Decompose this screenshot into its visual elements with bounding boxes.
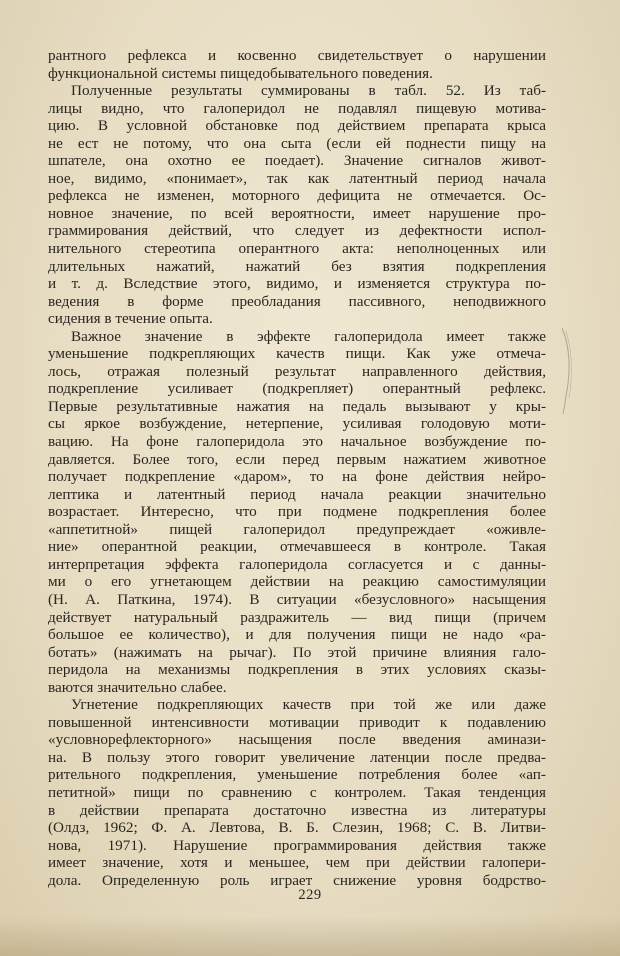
text-line: в действии препарата достаточно известна из литературы	[48, 801, 546, 819]
text-line: сидения в течение опыта.	[48, 310, 213, 328]
text-line: рантного рефлекса и косвенно свидетельствует о нарушении	[48, 47, 546, 64]
text-line: подкрепление усиливает (подкрепляет) оперантный рефлекс.	[48, 380, 546, 398]
text-line: граммирования действий, что следует из дефектности испол-	[48, 222, 546, 240]
text-line: ваются значительно слабее.	[48, 678, 227, 696]
text-line: ми о его угнетающем действии на реакцию самостимуляции	[48, 573, 546, 591]
page-number: 229	[298, 887, 322, 903]
text-line: рительного подкрепления, уменьшение потребления более «ап-	[48, 766, 546, 784]
text-line: «аппетитной» пищей галоперидол предупреждает «оживле-	[48, 520, 546, 538]
text-line: (Олдз, 1962; Ф. А. Левтова, В. Б. Слезин, 1968; С. В. Литви-	[48, 819, 546, 837]
text-line: рефлекса не изменен, моторного дефицита не отмечается. Ос-	[48, 187, 546, 205]
text-line: ботать» (нажимать на рычаг). По этой причине влияния гало-	[48, 643, 546, 661]
text-line: Первые результативные нажатия на педаль вызывают у кры-	[48, 397, 546, 415]
text-line: новное значение, по всей вероятности, имеет нарушение про-	[48, 204, 546, 222]
text-line: действует натуральный раздражитель — вид пищи (причем	[48, 608, 546, 626]
text-line: не ест не потому, что она сыта (если ей поднести пищу на	[48, 134, 546, 152]
text-line: и т. д. Вследствие этого, видимо, и изменяется структура по-	[48, 275, 546, 293]
text-line: большое ее количество), и для получения пищи не надо «ра-	[48, 626, 546, 644]
text-line: интерпретация эффекта галоперидола согласуется и с данны-	[48, 555, 546, 573]
text-line: получает подкрепление «даром», то на фоне действия нейро-	[48, 468, 546, 486]
text-line: сы яркое возбуждение, нетерпение, усиливая голодовую моти-	[48, 415, 546, 433]
text-line: дола. Определенную роль играет снижение уровня бодрство-	[48, 871, 546, 889]
body-text	[48, 47, 546, 889]
text-line: лицы видно, что галоперидол не подавлял пищевую мотива-	[48, 99, 546, 117]
text-line: нова, 1971). Нарушение программирования действия также	[48, 836, 546, 854]
text-line: цию. В условной обстановке под действием препарата крыса	[48, 117, 546, 135]
text-line: Угнетение подкрепляющих качеств при той же или даже	[71, 696, 546, 714]
text-line: «условнорефлекторного» насыщения после введения аминази-	[48, 731, 546, 749]
text-line: на. В пользу этого говорит увеличение латенции после предва-	[48, 748, 546, 766]
text-line: ное, видимо, «понимает», так как латентный период начала	[48, 169, 546, 187]
pencil-margin-mark	[556, 326, 576, 416]
text-line: шпателе, она охотно ее поедает). Значение сигналов живот-	[48, 152, 546, 170]
text-line: перидола на механизмы подкрепления в этих условиях сказы-	[48, 661, 546, 679]
text-line: длительных нажатий, нажатий без взятия подкрепления	[48, 257, 546, 275]
text-line: Полученные результаты суммированы в табл. 52. Из таб-	[71, 82, 546, 100]
text-line: петитной» пищи по сравнению с контролем. Такая тенденция	[48, 783, 546, 801]
text-line: функциональной системы пищедобывательного поведения.	[48, 64, 433, 82]
text-line: ведения в форме преобладания пассивного, неподвижного	[48, 292, 546, 310]
text-line: уменьшение подкрепляющих качеств пищи. Как уже отмеча-	[48, 345, 546, 363]
text-line: давляется. Более того, если перед первым нажатием животное	[48, 450, 546, 468]
page-edge-shadow	[0, 916, 620, 956]
text-line: вацию. На фоне галоперидола это начальное возбуждение по-	[48, 433, 546, 451]
text-line: лептика и латентный период начала реакции значительно	[48, 485, 546, 503]
text-line: (Н. А. Паткина, 1974). В ситуации «безусловного» насыщения	[48, 590, 546, 608]
text-line: нительного стереотипа оперантного акта: неполноценных или	[48, 240, 546, 258]
text-line: лось, отражая полезный результат направленного действия,	[48, 362, 546, 380]
text-line: возрастает. Интересно, что при подмене подкрепления более	[48, 503, 546, 521]
text-line: Важное значение в эффекте галоперидола имеет также	[71, 327, 546, 345]
text-line: ние» оперантной реакции, отмечавшееся в контроле. Такая	[48, 538, 546, 556]
text-line: имеет значение, хотя и меньшее, чем при действии галопери-	[48, 854, 546, 872]
text-line: повышенной интенсивности мотивации приводит к подавлению	[48, 713, 546, 731]
